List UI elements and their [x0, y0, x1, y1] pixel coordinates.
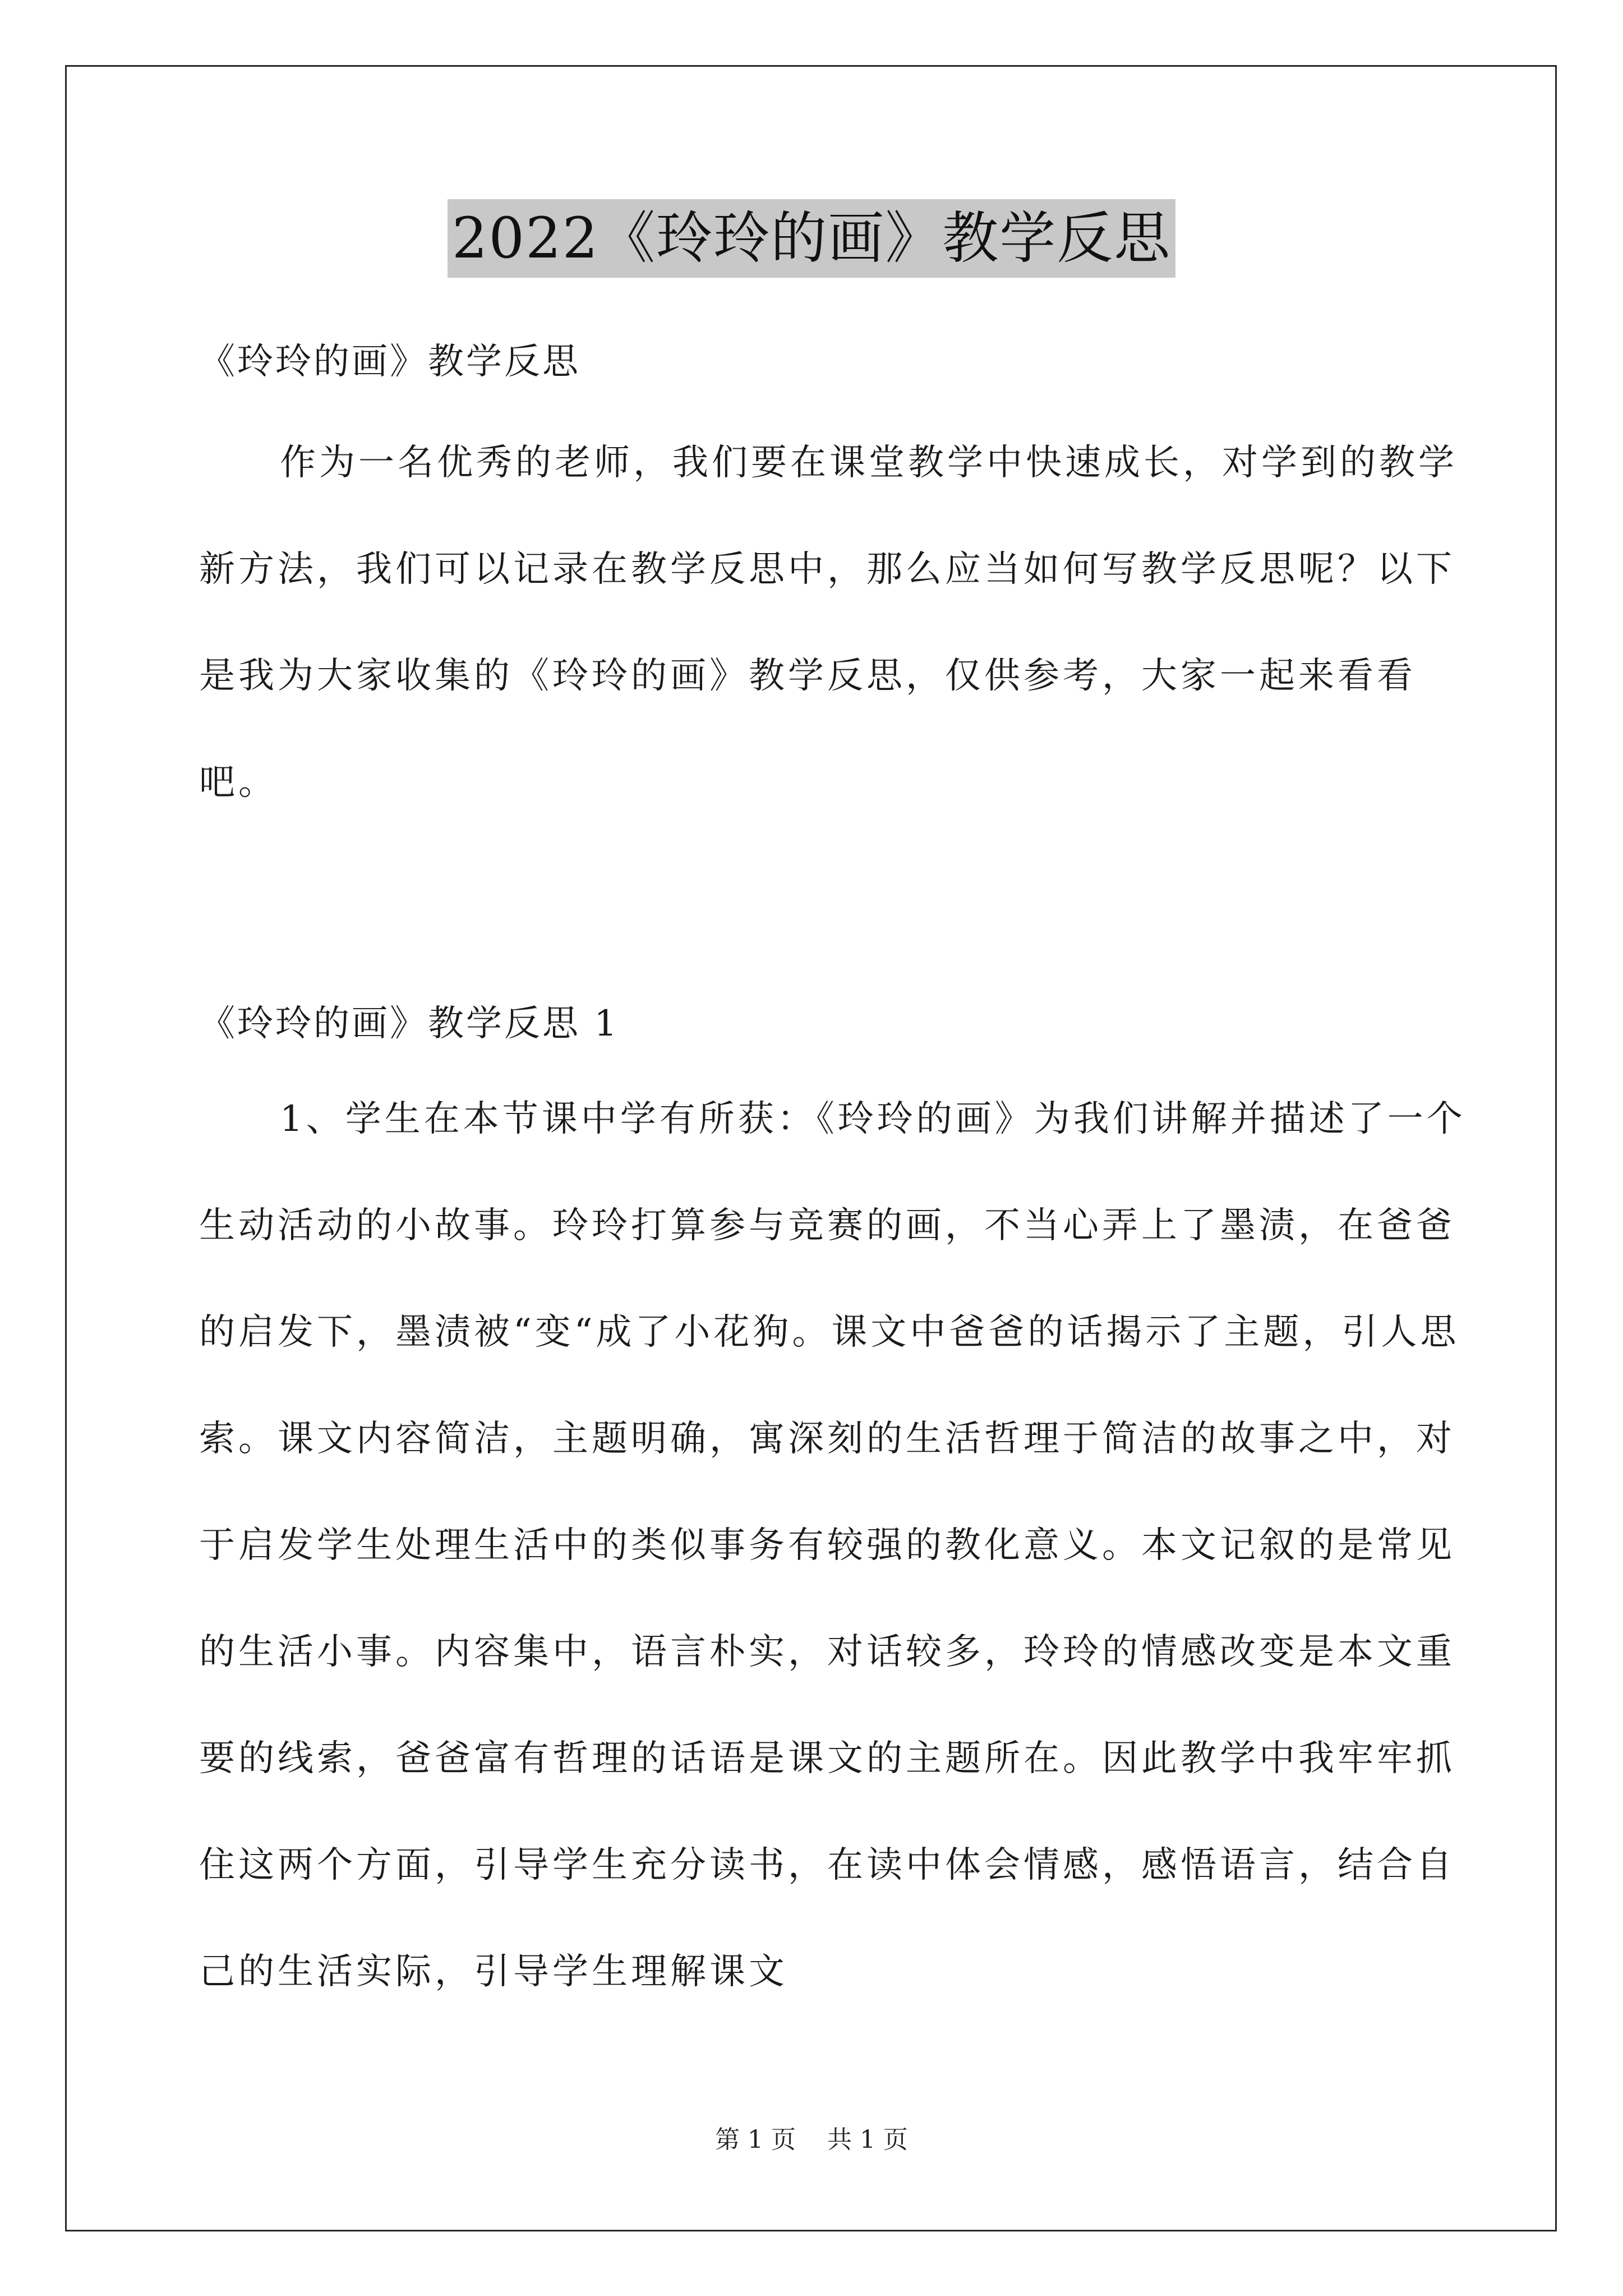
- intro-paragraph: 作为一名优秀的老师，我们要在课堂教学中快速成长，对学到的教学新方法，我们可以记录在教学反思中，那么应当如何写教学反思呢？以下是我为大家收集的《玲玲的画》教学反思，仅供参考，大家一起来看看吧。: [199, 442, 1458, 803]
- document-body: [199, 317, 1472, 1993]
- document-subtitle: 《玲玲的画》教学反思: [199, 341, 580, 383]
- page-footer: 第 1 页 共 1 页: [715, 2125, 908, 2154]
- section-heading: 《玲玲的画》教学反思 1: [199, 1003, 620, 1045]
- document-title: 2022《玲玲的画》教学反思: [448, 199, 1176, 278]
- section-paragraph: 1、学生在本节课中学有所获：《玲玲的画》为我们讲解并描述了一个生动活动的小故事。玲玲打算参与竞赛的画，不当心弄上了墨渍，在爸爸的启发下，墨渍被“变“成了小花狗。课文中爸爸的话揭示了主题，引人思索。课文内容简洁，主题明确，寓深刻的生活哲理于简洁的故事之中，对于启发学生处理生活中的类似事务有较强的教化意义。本文记叙的是常见的生活小事。内容集中，语言朴实，对话较多，玲玲的情感改变是本文重要的线索，爸爸富有哲理的话语是课文的主题所在。因此教学中我牢牢抓住这两个方面，引导学生充分读书，在读中体会情感，感悟语言，结合自己的生活实际，引导学生理解课文: [199, 1098, 1466, 1993]
- title-container: [0, 199, 1623, 278]
